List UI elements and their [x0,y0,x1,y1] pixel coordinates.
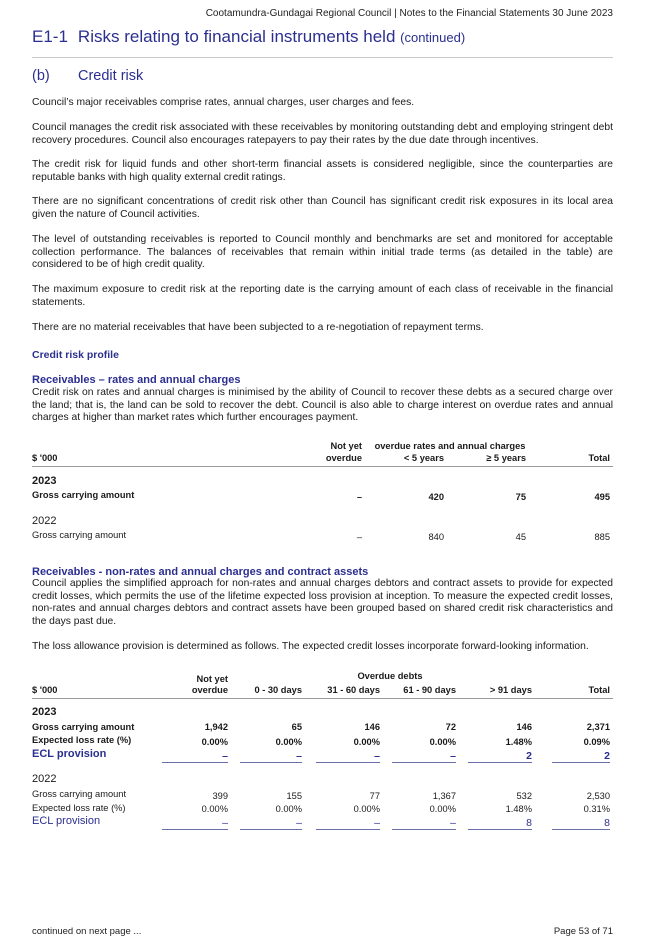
year-label: 2023 [32,706,57,718]
cell: 0.00% [275,804,302,814]
cell: – [356,532,362,542]
cell: 399 [212,791,228,801]
credit-risk-profile-heading: Credit risk profile [32,349,119,361]
col-group-overdue: Overdue debts [357,671,423,681]
col-not-yet-1: Not yet [330,441,362,451]
cell: 0.00% [429,737,456,747]
cell: 1,367 [432,791,456,801]
cell: 0.00% [201,804,228,814]
year-label: 2022 [32,515,57,527]
paragraph: The level of outstanding receivables is reported to Council monthly and benchmarks are set and monitored for acceptable collection performance. The balances of receivables that remain within initial trade terms (as detailed in the table) are considered to be of high credit quality. [32,234,613,271]
footer-continued: continued on next page ... [32,926,142,937]
total-underline [162,762,228,763]
cell: – [296,817,302,829]
cell: 1.48% [505,804,532,814]
col-not-yet-2: overdue [191,685,228,695]
total-underline [392,762,456,763]
year-label: 2022 [32,773,57,785]
cell: – [356,492,362,502]
total-underline [468,829,532,830]
cell: 146 [516,722,532,732]
col-days: 61 - 90 days [403,685,456,695]
col-not-yet-1: Not yet [196,674,228,684]
note-number: E1-1 [32,27,68,46]
section-title: Credit risk [78,68,144,84]
total-underline [552,829,610,830]
cell: 532 [516,791,532,801]
col-days: 31 - 60 days [327,685,380,695]
paragraph: The maximum exposure to credit risk at the reporting date is the carrying amount of each class of receivable in the financial statements. [32,284,613,308]
footer-page-number: Page 53 of 71 [553,926,613,937]
row-label: Expected loss rate (%) [32,803,126,813]
cell: 2 [604,750,610,762]
unit-label: $ '000 [32,685,58,695]
cell: 0.31% [583,804,610,814]
cell: 75 [515,492,526,502]
cell: 8 [526,817,532,829]
cell: – [222,750,228,762]
col-days: > 91 days [489,685,532,695]
table-header-rule [32,466,613,467]
year-label: 2023 [32,475,57,487]
cell: 155 [286,791,302,801]
cell: 2,530 [586,791,610,801]
cell: 146 [364,722,380,732]
paragraph: There are no material receivables that have been subjected to a re-negotiation of repayment terms. [32,322,484,333]
total-underline [552,762,610,763]
cell: 885 [594,532,610,542]
total-underline [392,829,456,830]
cell: 2,371 [586,722,610,732]
row-label: Expected loss rate (%) [32,735,132,745]
cell: 1,942 [204,722,228,732]
total-underline [240,762,302,763]
table-header-rule [32,698,613,699]
cell: 65 [291,722,302,732]
cell: 77 [369,791,380,801]
col-group-overdue: overdue rates and annual charges [374,441,526,451]
cell: 72 [445,722,456,732]
cell: 8 [604,817,610,829]
col-total: Total [588,685,610,695]
cell: 0.00% [353,737,380,747]
col-lt5: < 5 years [403,453,444,463]
nonrates-paragraph: Council applies the simplified approach for non-rates and annual charges debtors and contract assets to provide for expected credit losses, which permits the use of the lifetime expected loss provision at inception. To measure the expected credit losses, non-rates and annual charges debtors and contract assets have been grouped based on shared credit risk characteristics and the days past due. [32,578,613,627]
cell: 0.00% [275,737,302,747]
cell: – [450,750,456,762]
cell: 495 [594,492,610,502]
total-underline [316,829,380,830]
col-days: 0 - 30 days [254,685,302,695]
title-divider [32,57,613,58]
cell: 1.48% [505,737,532,747]
cell: – [374,750,380,762]
col-total: Total [588,453,610,463]
note-title: Risks relating to financial instruments held [77,27,396,46]
paragraph: Council manages the credit risk associated with these receivables by monitoring outstanding debt and employing stringent debt recovery procedures. Council also encourages ratepayers to pay their rates by the due date through incentives. [32,122,613,146]
row-label: Gross carrying amount [32,490,135,500]
section-heading [32,68,143,84]
row-label: Gross carrying amount [32,530,127,540]
total-underline [162,829,228,830]
row-label: Gross carrying amount [32,722,135,732]
paragraph: Council’s major receivables comprise rates, annual charges, user charges and fees. [32,97,415,108]
ecl-label: ECL provision [32,748,107,760]
nonrates-heading: Receivables - non-rates and annual charges and contract assets [32,566,369,578]
cell: 420 [428,492,444,502]
cell: – [374,817,380,829]
paragraph: The credit risk for liquid funds and other short-term financial assets is considered negligible, since the counterparties are reputable banks with high quality external credit ratings. [32,159,613,183]
running-header: Cootamundra-Gundagai Regional Council | Notes to the Financial Statements 30 June 2023 [205,8,613,19]
col-ge5: ≥ 5 years [486,453,526,463]
section-label: (b) [32,68,50,84]
cell: 0.09% [583,737,610,747]
note-title-suffix: (continued) [400,30,466,45]
cell: 2 [526,750,532,762]
rates-heading: Receivables – rates and annual charges [32,374,241,386]
cell: – [296,750,302,762]
col-not-yet-2: overdue [325,453,362,463]
total-underline [240,829,302,830]
cell: – [450,817,456,829]
cell: 0.00% [201,737,228,747]
row-label: Gross carrying amount [32,789,127,799]
cell: – [222,817,228,829]
cell: 0.00% [429,804,456,814]
cell: 840 [428,532,444,542]
loss-allowance-paragraph: The loss allowance provision is determined as follows. The expected credit losses incorporate forward-looking information. [32,641,589,652]
total-underline [316,762,380,763]
total-underline [468,762,532,763]
cell: 0.00% [353,804,380,814]
paragraph: There are no significant concentrations of credit risk other than Council has significant credit risk exposures in its local area given the nature of Council activities. [32,196,613,220]
unit-label: $ '000 [32,453,58,463]
rates-paragraph: Credit risk on rates and annual charges is minimised by the ability of Council to recover these debts as a secured charge over the land; that is, the land can be sold to recover the debt. Council is also able to charge interest on overdue rates and annual charges at higher than market rates which further encourages payment. [32,387,613,424]
page-title [32,27,465,47]
cell: 45 [515,532,526,542]
ecl-label: ECL provision [32,815,101,827]
